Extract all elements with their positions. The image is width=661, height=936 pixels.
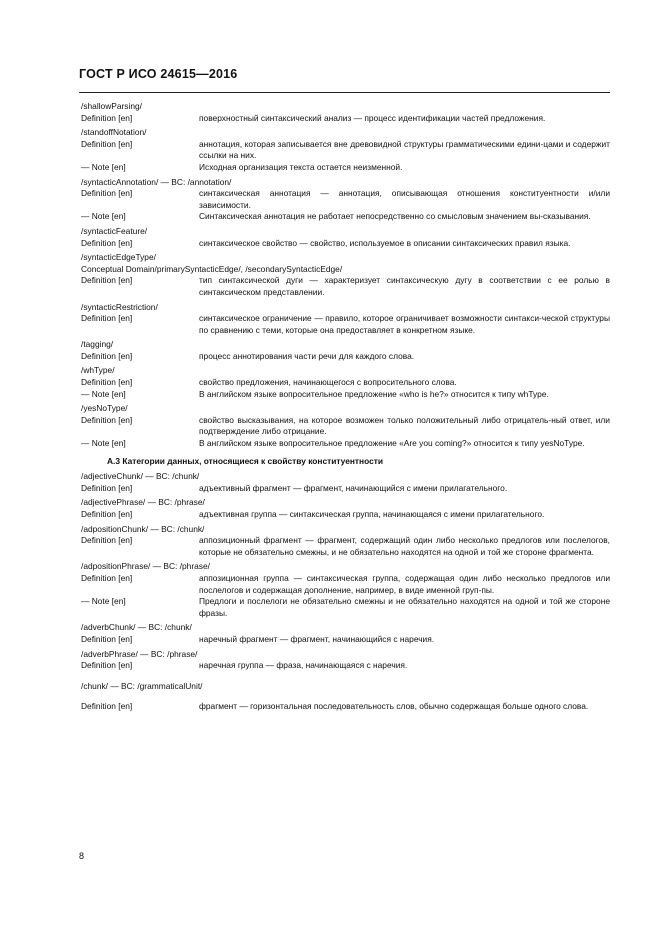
definition-text: тип синтаксической дуги — характеризует синтаксическую дугу в соответствии с ее ролью в синтаксическом представлении.: [199, 275, 610, 297]
term-name: /adpositionPhrase/ — BC: /phrase/: [81, 561, 210, 572]
definition-row: [81, 438, 610, 450]
term-name: /tagging/: [81, 339, 114, 350]
definition-row: [81, 389, 610, 401]
term-name: /standoffNotation/: [81, 127, 147, 138]
definition-label: — Note [en]: [81, 596, 126, 607]
definition-label: — Note [en]: [81, 388, 126, 399]
document-title: ГОСТ Р ИСО 24615—2016: [79, 67, 238, 81]
header-rule: [79, 92, 610, 93]
definition-label: Definition [en]: [81, 572, 133, 583]
definition-row: [81, 660, 610, 672]
definition-row: [81, 264, 610, 276]
definition-row: [81, 483, 610, 495]
term-name: /adverbChunk/ — BC: /chunk/: [81, 622, 192, 633]
term-name: /adjectiveChunk/ — BC: /chunk/: [81, 471, 200, 482]
definition-label: Conceptual Domain/primarySyntacticEdge/, /secondarySyntacticEdge/: [81, 263, 343, 274]
section-heading: A.3 Категории данных, относящиеся к свойству конституентности: [107, 455, 384, 466]
definition-text: поверхностный синтаксический анализ — процесс идентификации частей предложения.: [199, 112, 546, 123]
term-name: /syntacticFeature/: [81, 225, 148, 236]
term-name: /adverbPhrase/ — BC: /phrase/: [81, 648, 198, 659]
definition-row: [81, 211, 610, 223]
definition-text: наречный фрагмент — фрагмент, начинающийся с наречия.: [199, 633, 435, 644]
definition-text: наречная группа — фраза, начинающаяся с наречия.: [199, 660, 408, 671]
definition-label: Definition [en]: [81, 112, 133, 123]
definition-row: [81, 415, 610, 438]
definition-label: Definition [en]: [81, 701, 133, 712]
definition-text: Синтаксическая аннотация не работает непосредственно со смысловым значением вы-сказывания.: [199, 211, 591, 222]
definition-text: свойство высказывания, на которое возможен только положительный либо отрицатель-ный ответ, или подтверждение либо отрицание.: [199, 414, 610, 437]
definition-label: Definition [en]: [81, 275, 133, 286]
definition-label: Definition [en]: [81, 350, 133, 361]
definition-label: Definition [en]: [81, 633, 133, 644]
term-name: /syntacticRestriction/: [81, 301, 158, 312]
definition-row: [81, 634, 610, 646]
term-list-constituency: [81, 471, 610, 713]
definition-row: [81, 238, 610, 250]
definition-text: синтаксическая аннотация — аннотация, описывающая отношения конституентности и/или зависимости.: [199, 188, 610, 210]
definition-text: свойство предложения, начинающегося с вопросительного слова.: [199, 377, 457, 388]
definition-text: аппозиционный фрагмент — фрагмент, содержащий один либо несколько предлогов или послелогов, которые не обязательно смежны, и не обязательно находятся на одной и той же стороне фрагмента.: [199, 535, 610, 557]
definition-label: — Note [en]: [81, 161, 126, 172]
definition-label: Definition [en]: [81, 188, 133, 199]
definition-row: [81, 701, 610, 713]
definition-row: [81, 573, 610, 596]
definition-label: Definition [en]: [81, 377, 133, 388]
definition-text: адъективный фрагмент — фрагмент, начинающийся с имени прилагательного.: [199, 482, 508, 493]
term-name: /whType/: [81, 365, 115, 376]
definition-text: аннотация, которая записывается вне древовидной структуры грамматическими едини-цами и содержит ссылки на них.: [199, 138, 610, 161]
definition-text: В английском языке вопросительное предложение «Are you coming?» относится к типу yesNoType.: [199, 438, 585, 449]
definition-row: [81, 162, 610, 174]
definition-label: Definition [en]: [81, 313, 133, 324]
definition-label: Definition [en]: [81, 660, 133, 671]
definition-text: процесс аннотирования части речи для каждого слова.: [199, 350, 415, 361]
definition-row: [81, 188, 610, 211]
definition-label: Definition [en]: [81, 509, 133, 519]
term-name: /syntacticEdgeType/: [81, 252, 156, 263]
definition-label: Definition [en]: [81, 237, 133, 248]
definition-row: [81, 275, 610, 298]
definition-row: [81, 351, 610, 363]
term-name: /adjectivePhrase/ — BC: /phrase/: [81, 497, 205, 508]
definition-row: [81, 377, 610, 389]
definition-text: В английском языке вопросительное предложение «who is he?» относится к типу whType.: [199, 388, 549, 399]
definition-label: Definition [en]: [81, 482, 133, 493]
definition-label: Definition [en]: [81, 414, 133, 425]
term-name: /adpositionChunk/ — BC: /chunk/: [81, 523, 205, 534]
definition-text: Исходная организация текста остается неизменной.: [199, 161, 403, 172]
definition-label: Definition [en]: [81, 138, 133, 149]
term-name: /syntacticAnnotation/ — BC: /annotation/: [81, 176, 232, 187]
definition-text: синтаксическое свойство — свойство, используемое в описании синтаксических правил языка.: [199, 237, 571, 248]
definition-text: адъективная группа — синтаксическая группа, начинающаяся с имени прилагательного.: [199, 509, 545, 519]
definition-row: [81, 596, 610, 619]
definition-text: синтаксическое ограничение — правило, которое ограничивает возможности синтакси-ческой структуры по сравнению с теми, которые она предоставляет в конкретном языке.: [199, 313, 610, 335]
definition-text: Предлоги и послелоги не обязательно смежны и не обязательно находятся на одной и той же стороне фразы.: [199, 596, 610, 618]
term-name: /chunk/ — BC: /grammaticalUnit/: [81, 680, 203, 691]
definition-label: — Note [en]: [81, 211, 126, 222]
term-name: /yesNoType/: [81, 403, 128, 414]
definition-label: Definition [en]: [81, 535, 133, 546]
term-list: [81, 101, 610, 450]
document-body: [81, 98, 610, 713]
definition-row: [81, 139, 610, 162]
term-name: /shallowParsing/: [81, 101, 142, 111]
definition-row: [81, 313, 610, 336]
definition-row: [81, 113, 610, 125]
definition-text: фрагмент — горизонтальная последовательность слов, обычно содержащая больше одного слова.: [199, 701, 589, 712]
page-number: 8: [79, 851, 85, 861]
definition-row: [81, 509, 610, 521]
definition-row: [81, 535, 610, 558]
definition-text: аппозиционная группа — синтаксическая группа, содержащая один либо несколько предлогов или послелогов и содержащая дополнение, например, в виде именной груп-пы.: [199, 572, 610, 595]
definition-label: — Note [en]: [81, 438, 126, 449]
